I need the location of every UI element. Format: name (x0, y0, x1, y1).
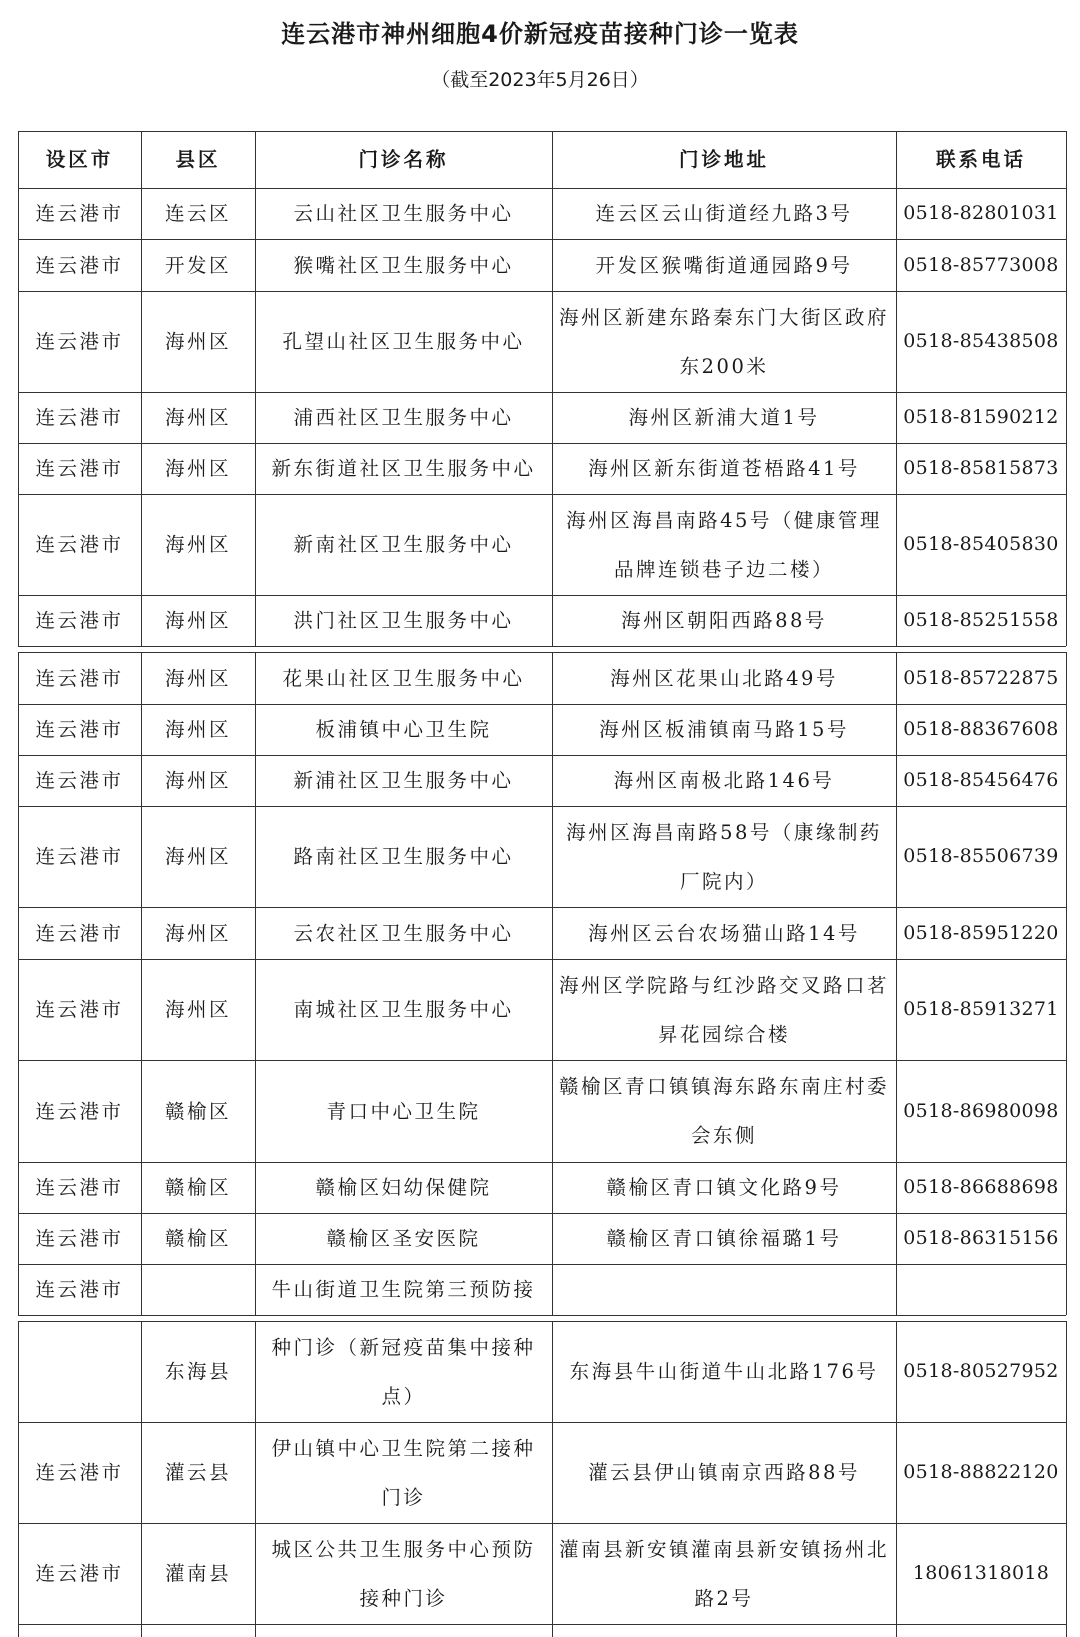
address-cell: 海州区南极北路146号 (613, 769, 835, 792)
address-cell: 海州区新东街道苍梧路41号 (588, 457, 860, 480)
city-cell: 连云港市 (35, 609, 124, 632)
clinic-name-cell: 种门诊（新冠疫苗集中接种点） (271, 1335, 536, 1408)
address-cell: 海州区朝阳西路88号 (621, 609, 827, 632)
phone-cell: 0518-86688698 (903, 1176, 1059, 1198)
city-cell: 连云港市 (35, 406, 124, 429)
city-cell: 连云港市 (35, 921, 124, 945)
phone-cell: 0518-85951220 (903, 921, 1059, 944)
district-cell: 海州区 (164, 406, 231, 429)
address-cell (552, 1264, 896, 1315)
city-cell: 连云港市 (35, 998, 124, 1021)
phone-cell: 0518-85456476 (903, 769, 1059, 791)
address-cell: 海州区海昌南路45号（健康管理品牌连锁巷子边二楼） (566, 508, 882, 581)
address-cell: 连云区云山街道经九路3号 (595, 202, 853, 225)
district-cell: 开发区 (164, 253, 231, 277)
phone-cell (896, 1264, 1066, 1315)
district-cell: 海州区 (164, 457, 231, 480)
column-header: 设区市 (45, 148, 114, 171)
address-cell: 赣榆区青口镇徐福璐1号 (606, 1227, 842, 1250)
phone-cell: 0518-86980098 (903, 1099, 1059, 1122)
address-cell: 海州区新浦大道1号 (628, 406, 820, 429)
city-cell: 连云港市 (35, 718, 124, 741)
city-cell: 连云港市 (35, 1099, 124, 1123)
clinic-name-cell: 伊山镇中心卫生院第二接种门诊 (271, 1436, 536, 1509)
city-cell: 连云港市 (35, 1461, 124, 1484)
address-cell: 灌南县新安镇灌南县新安镇扬州北路2号 (558, 1537, 889, 1610)
table-column-rule (1066, 131, 1067, 646)
city-cell (18, 1321, 141, 1422)
district-cell (141, 1264, 255, 1315)
phone-cell: 0518-85251558 (903, 609, 1059, 631)
district-cell: 连云区 (164, 202, 231, 225)
clinic-name-cell: 新南社区卫生服务中心 (293, 533, 514, 556)
address-cell: 海州区云台农场猫山路14号 (588, 921, 860, 945)
city-cell: 连云港市 (35, 533, 124, 556)
clinic-name-cell: 云农社区卫生服务中心 (293, 921, 514, 945)
city-cell: 连云港市 (35, 202, 124, 225)
table-rule (18, 646, 1066, 647)
table-rule (18, 1624, 1066, 1625)
clinic-name-cell: 赣榆区圣安医院 (326, 1227, 481, 1250)
district-cell: 灌南县 (164, 1562, 231, 1585)
clinic-name-cell: 板浦镇中心卫生院 (315, 718, 492, 741)
city-cell: 连云港市 (35, 1278, 124, 1301)
phone-cell: 18061318018 (912, 1562, 1050, 1584)
city-cell: 连云港市 (35, 769, 124, 792)
clinic-name-cell: 云山社区卫生服务中心 (293, 202, 514, 225)
clinic-name-cell: 新东街道社区卫生服务中心 (271, 457, 536, 480)
clinic-name-cell: 猴嘴社区卫生服务中心 (293, 253, 514, 277)
address-cell: 海州区花果山北路49号 (610, 666, 838, 690)
district-cell: 灌云县 (164, 1461, 231, 1484)
city-cell: 连云港市 (35, 1562, 124, 1585)
clinic-name-cell: 孔望山社区卫生服务中心 (282, 330, 525, 353)
clinic-name-cell: 牛山街道卫生院第三预防接 (271, 1278, 536, 1301)
district-cell: 海州区 (164, 998, 231, 1021)
city-cell: 连云港市 (35, 1227, 124, 1250)
address-cell: 海州区板浦镇南马路15号 (599, 718, 849, 741)
phone-cell: 0518-85438508 (903, 330, 1059, 352)
phone-cell: 0518-88367608 (903, 718, 1059, 740)
district-cell: 赣榆区 (164, 1099, 231, 1123)
district-cell: 海州区 (164, 845, 231, 868)
table-column-rule (1066, 652, 1067, 1315)
address-cell: 东海县牛山街道牛山北路176号 (569, 1360, 879, 1383)
city-cell: 连云港市 (35, 666, 124, 690)
district-cell: 海州区 (164, 330, 231, 353)
city-cell: 连云港市 (35, 457, 124, 480)
district-cell: 赣榆区 (164, 1227, 231, 1250)
city-cell: 连云港市 (35, 253, 124, 277)
table-rule (18, 1315, 1066, 1316)
phone-cell: 0518-88822120 (903, 1461, 1059, 1483)
clinic-name-cell: 南城社区卫生服务中心 (293, 998, 514, 1021)
phone-cell: 0518-85722875 (903, 666, 1059, 689)
address-cell: 海州区新建东路秦东门大街区政府东200米 (558, 305, 889, 378)
phone-cell: 0518-85913271 (903, 998, 1059, 1020)
column-header: 门诊名称 (358, 148, 449, 171)
column-header: 门诊地址 (678, 148, 769, 171)
clinic-name-cell: 浦西社区卫生服务中心 (293, 406, 514, 429)
clinic-name-cell: 青口中心卫生院 (326, 1099, 481, 1123)
address-cell: 赣榆区青口镇文化路9号 (606, 1176, 842, 1199)
district-cell: 东海县 (164, 1360, 231, 1383)
phone-cell: 0518-81590212 (903, 406, 1059, 428)
phone-cell: 0518-85405830 (903, 533, 1059, 555)
address-cell: 灌云县伊山镇南京西路88号 (588, 1461, 860, 1484)
clinic-name-cell: 洪门社区卫生服务中心 (293, 609, 514, 632)
phone-cell: 0518-82801031 (903, 202, 1059, 224)
clinic-name-cell: 路南社区卫生服务中心 (293, 845, 514, 868)
address-cell: 赣榆区青口镇镇海东路东南庄村委会东侧 (558, 1075, 889, 1147)
district-cell: 海州区 (164, 666, 231, 690)
column-header: 联系电话 (935, 148, 1026, 171)
district-cell: 海州区 (164, 769, 231, 792)
phone-cell: 0518-85506739 (903, 845, 1059, 867)
district-cell: 海州区 (164, 921, 231, 945)
address-cell: 海州区学院路与红沙路交叉路口茗昇花园综合楼 (558, 973, 889, 1046)
address-cell: 开发区猴嘴街道通园路9号 (595, 253, 853, 277)
district-cell: 赣榆区 (164, 1176, 231, 1199)
city-cell: 连云港市 (35, 330, 124, 353)
clinic-name-cell: 花果山社区卫生服务中心 (282, 666, 525, 690)
district-cell: 海州区 (164, 533, 231, 556)
phone-cell: 0518-80527952 (903, 1360, 1059, 1382)
column-header: 县区 (175, 148, 221, 171)
phone-cell: 0518-85773008 (903, 253, 1059, 276)
address-cell: 海州区海昌南路58号（康缘制药厂院内） (566, 820, 882, 893)
clinic-name-cell: 赣榆区妇幼保健院 (315, 1176, 492, 1199)
page-subtitle: （截至2023年5月26日） (431, 69, 649, 91)
city-cell: 连云港市 (35, 845, 124, 868)
district-cell: 海州区 (164, 609, 231, 632)
phone-cell: 0518-85815873 (903, 457, 1059, 479)
page-title: 连云港市神州细胞4价新冠疫苗接种门诊一览表 (281, 20, 799, 48)
phone-cell: 0518-86315156 (903, 1227, 1059, 1249)
clinic-name-cell: 城区公共卫生服务中心预防接种门诊 (271, 1537, 536, 1610)
table-column-rule (1066, 1321, 1067, 1637)
city-cell: 连云港市 (35, 1176, 124, 1199)
district-cell: 海州区 (164, 718, 231, 741)
clinic-name-cell: 新浦社区卫生服务中心 (293, 769, 514, 792)
